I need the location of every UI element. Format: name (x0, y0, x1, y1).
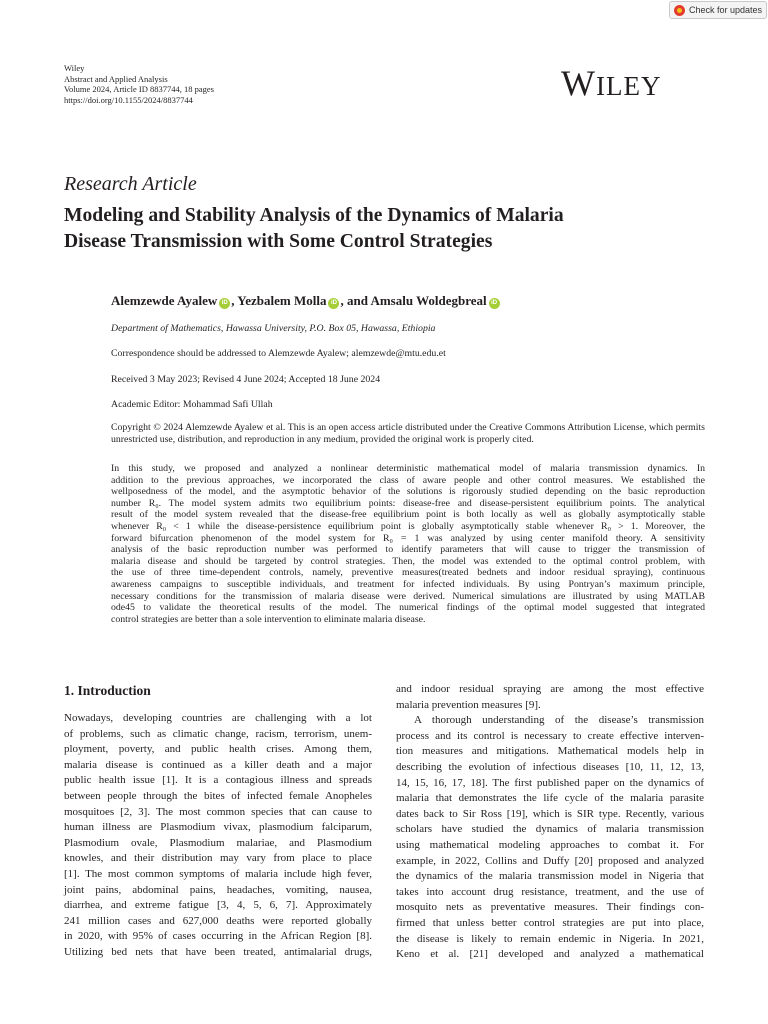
publication-dates: Received 3 May 2023; Revised 4 June 2024; Accepted 18 June 2024 (111, 374, 381, 385)
academic-editor: Academic Editor: Mohammad Safi Ullah (111, 399, 273, 410)
body-line: of problems, such as climatic change, racism, terrorism, unem- (64, 727, 372, 740)
left-column (64, 711, 372, 961)
body-line: Nowadays, developing countries are challenging with a lot (64, 712, 372, 724)
abstract (111, 463, 705, 625)
body-line: malaria prevention measures [9]. (396, 698, 541, 711)
abstract-line: ode45 to validate the theoretical results of the model. The numerical findings of the optimal model suggested that integrated (111, 602, 705, 614)
check-for-updates-label: Check for updates (689, 5, 763, 15)
author-name[interactable]: Alemzewde Ayalew (111, 293, 218, 308)
body-line: diarrhea, and extreme fatigue [3, 4, 5, 6, 7]. Approximately (64, 899, 372, 912)
crossmark-icon (674, 5, 685, 16)
abstract-line: the use of three time-dependent controls, namely, preventive measures(treated bednets and indoor residual spraying), continuous (111, 567, 705, 579)
body-line: Plasmodium ovale, Plasmodium malariae, and Plasmodium (64, 836, 372, 849)
affiliation: Department of Mathematics, Hawassa University, P.O. Box 05, Hawassa, Ethiopia (111, 323, 436, 334)
body-line: Keno et al. [21] developed and analyzed a mathematical (396, 948, 704, 961)
doi-link[interactable]: https://doi.org/10.1155/2024/8837744 (64, 94, 193, 105)
body-line: describing the evolution of infectious diseases [10, 11, 12, 13, (396, 760, 704, 773)
abstract-line: In this study, we proposed and analyzed a nonlinear deterministic mathematical model of malaria transmission dynamics. In (111, 463, 705, 474)
journal-name: Abstract and Applied Analysis (64, 73, 168, 84)
abstract-line: forward bifurcation phenomenon of the model system for R₀ = 1 was analyzed by using center manifold theory. A sensitivity (111, 532, 705, 544)
body-line: [1]. The most common symptoms of malaria include high fever, (64, 867, 372, 880)
orcid-icon[interactable]: iD (328, 298, 339, 309)
body-line: the dynamics of the malaria transmission model in Nigeria that (396, 870, 704, 883)
body-line: between people through the bites of infected female Anopheles (64, 789, 372, 802)
abstract-line: awareness campaigns to susceptible individuals, and treatment for infected individuals. By using Pontryan’s maximum principle, (111, 578, 705, 590)
copyright-notice: Copyright © 2024 Alemzewde Ayalew et al. This is an open access article distributed under the Creative Commons Attribution License, which permits unrestricted use, distribution, and reproduction in any medium, provided the original work is properly cited. (111, 422, 705, 445)
body-line: example, in 2022, Collins and Duffy [20] proposed and analyzed (396, 854, 704, 867)
abstract-line: malaria disease and should be targeted by control strategies. Then, the model was extended to the optimal control problem, with (111, 555, 705, 567)
body-line: malaria that demonstrates the life cycle of the malaria parasite (396, 792, 704, 805)
body-line: scholars have studied the dynamics of malaria transmission (396, 823, 704, 836)
abstract-line: whenever R₀ < 1 while the disease-persistence equilibrium point is globally asymptotically stable whenever R₀ > 1. Moreover, the (111, 520, 705, 532)
body-line: malaria disease is continued as a killer death and a major (64, 758, 372, 771)
body-line: takes into account drug resistance, treatment, and the use of (396, 885, 704, 898)
body-line: in 2020, with 95% of cases occurring in the African Region [8]. (64, 930, 372, 943)
abstract-line: wellposedness of the model, and the asymptotic behavior of the solutions is rigorously studied depending on the basic reproduction (111, 486, 705, 498)
body-line: ployment, poverty, and public health crises. Among them, (64, 743, 372, 756)
author-name[interactable]: , Yezbalem Molla (231, 293, 327, 308)
body-line: tion measures and mitigations. Mathematical models help in (396, 745, 704, 758)
title-line: Modeling and Stability Analysis of the Dynamics of Malaria (64, 205, 564, 226)
publisher-name: Wiley (64, 63, 85, 73)
wiley-logo: WILEY (561, 63, 662, 103)
abstract-line: necessary conditions for the transmission of malaria disease were derived. Numerical simulations are illustrated by using MATLAB (111, 590, 705, 602)
body-line: firmed that unless better control strategies are put into place, (396, 916, 704, 929)
body-line: 241 million cases and 627,000 deaths were reported globally (64, 914, 372, 927)
abstract-line: result of the model system revealed that the disease-free equilibrium point is both locally as well as globally asymptotically stable (111, 509, 705, 521)
abstract-line: control strategies are better than a sole intervention to eliminate malaria disease. (111, 613, 426, 625)
body-line: knowles, and their distribution may vary from place to place (64, 852, 372, 865)
article-type: Research Article (64, 173, 197, 195)
correspondence: Correspondence should be addressed to Alemzewde Ayalew; alemzewde@mtu.edu.et (111, 348, 446, 359)
body-line: public health issue [1]. It is a contagious illness and spreads (64, 774, 372, 787)
journal-metadata (64, 63, 214, 105)
body-line: joint pains, abdominal pains, headaches, vomiting, nausea, (64, 883, 372, 896)
body-line: mosquito nets as preventative measures. Their findings con- (396, 901, 704, 914)
abstract-line: number R₀. The model system admits two equilibrium points: disease-free and disease-persistent equilibrium points. The analytical (111, 497, 705, 509)
article-title (64, 203, 724, 254)
body-line: human illness are Plasmodium vivax, plasmodium falciparum, (64, 821, 372, 834)
author-name[interactable]: , and Amsalu Woldegbreal (340, 293, 487, 308)
orcid-icon[interactable]: iD (489, 298, 500, 309)
author-list (111, 292, 501, 310)
abstract-line: addition to the previous approaches, we incorporated the class of aware people and other control measures. We established the (111, 474, 705, 486)
body-line: 14, 15, 16, 17, 18]. The first published paper on the dynamics of (396, 776, 704, 789)
title-line: Disease Transmission with Some Control Strategies (64, 230, 493, 252)
abstract-line: analysis of the basic reproduction number was performed to identify parameters that will cause to trigger the transmission of (111, 544, 705, 556)
check-for-updates-badge[interactable] (669, 1, 767, 19)
body-line: the disease is likely to remain endemic in Nigeria. In 2021, (396, 932, 704, 945)
orcid-icon[interactable]: iD (219, 298, 230, 309)
body-line: Utilizing bed nets that have been treated, antimalarial drugs, (64, 945, 372, 958)
body-line: mosquitoes [2, 3]. The most common species that can cause to (64, 805, 372, 818)
body-line: using mathematical modeling approaches to combat it. For (396, 838, 704, 851)
body-line: A thorough understanding of the disease’s transmission (414, 714, 704, 727)
section-heading-introduction: 1. Introduction (64, 683, 151, 698)
right-column (396, 682, 704, 963)
volume-info: Volume 2024, Article ID 8837744, 18 pages (64, 84, 214, 95)
body-line: dates back to Sir Ross [19], which is SIR type. Recently, various (396, 807, 704, 820)
body-line: and indoor residual spraying are among the most effective (396, 683, 704, 695)
body-line: process and its control is necessary to create effective interven- (396, 729, 704, 742)
